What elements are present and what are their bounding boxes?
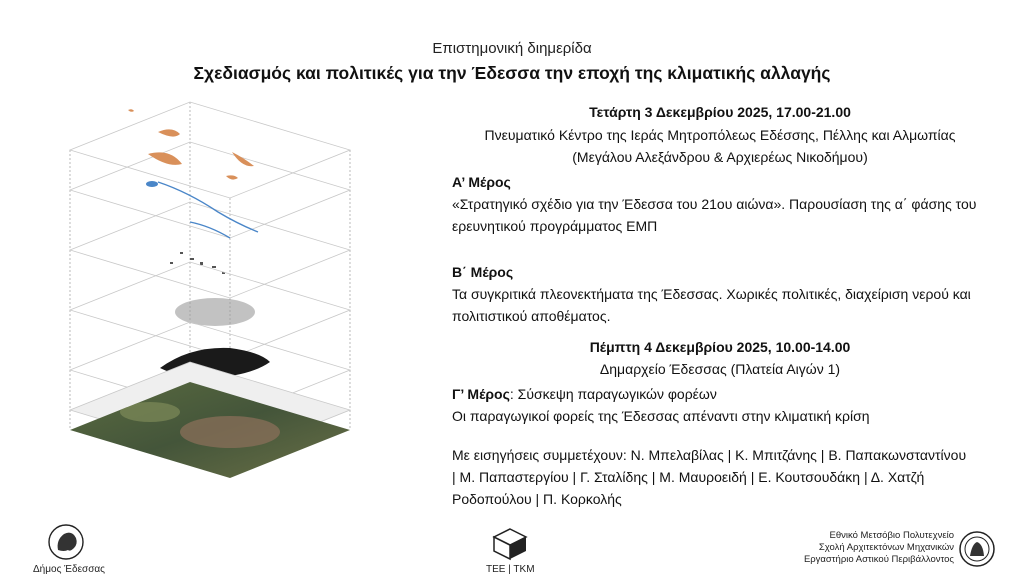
coin-head-icon [38,522,94,562]
part-c-heading: Γ’ Μέρος [452,386,510,402]
part-a-heading: Α’ Μέρος [452,174,511,190]
part-b-text-1: Τα συγκριτικά πλεονεκτήματα της Έδεσσας. Χωρικές πολιτικές, διαχείριση νερού και [452,286,971,302]
tee-tkm-caption: ΤΕΕ | ΤΚΜ [486,564,535,575]
ntua-lab: Εργαστήριο Αστικού Περιβάλλοντος [803,554,954,565]
cube-icon [490,526,530,562]
part-a-text-2: ερευνητικού προγράμματος ΕΜΠ [452,218,658,234]
speakers-line-2: | Μ. Παπαστεργίου | Γ. Σταλίδης | Μ. Μαυροειδή | Ε. Κουτσουδάκη | Δ. Χατζή [452,469,925,485]
day1-venue-address: (Μεγάλου Αλεξάνδρου & Αρχιερέως Νικοδήμου) [572,149,868,165]
tee-tkm-logo [490,526,530,562]
municipality-caption: Δήμος Έδεσσας [33,564,105,575]
seal-icon [958,530,996,568]
part-c-heading-row [452,383,997,405]
ntua-seal-logo [958,530,996,568]
day1-venue: Πνευματικό Κέντρο της Ιεράς Μητροπόλεως Εδέσσης, Πέλλης και Αλμωπίας [484,127,956,143]
municipality-logo [38,522,94,562]
part-b-heading: Β΄ Μέρος [452,264,514,280]
day1-date: Τετάρτη 3 Δεκεμβρίου 2025, 17.00-21.00 [589,104,851,120]
day2-venue: Δημαρχείο Έδεσσας (Πλατεία Αιγών 1) [599,361,841,377]
event-title: Σχεδιασμός και πολιτικές για την Έδεσσα την εποχή της κλιματικής αλλαγής [193,63,831,83]
day2-date: Πέμπτη 4 Δεκεμβρίου 2025, 10.00-14.00 [589,339,851,355]
part-a-text-1: «Στρατηγικό σχέδιο για την Έδεσσα του 21ου αιώνα». Παρουσίαση της α΄ φάσης του [452,196,977,212]
speakers-line-1: Με εισηγήσεις συμμετέχουν: Ν. Μπελαβίλας | Κ. Μπιτζάνης | Β. Παπακωνσταντίνου [452,447,967,463]
part-b-text-2: πολιτιστικού αποθέματος. [452,308,611,324]
event-subtitle: Επιστημονική διημερίδα [432,40,592,57]
ntua-name: Εθνικό Μετσόβιο Πολυτεχνείο [829,530,954,541]
ntua-text [770,530,954,566]
part-c-text: Οι παραγωγικοί φορείς της Έδεσσας απέναντι στην κλιματική κρίση [452,408,870,424]
ntua-school: Σχολή Αρχιτεκτόνων Μηχανικών [818,542,954,553]
speakers-line-3: Ροδοπούλου | Π. Κορκολής [452,491,622,507]
layered-map-illustration [40,92,370,512]
part-c-heading-suffix: : Σύσκεψη παραγωγικών φορέων [509,386,717,402]
